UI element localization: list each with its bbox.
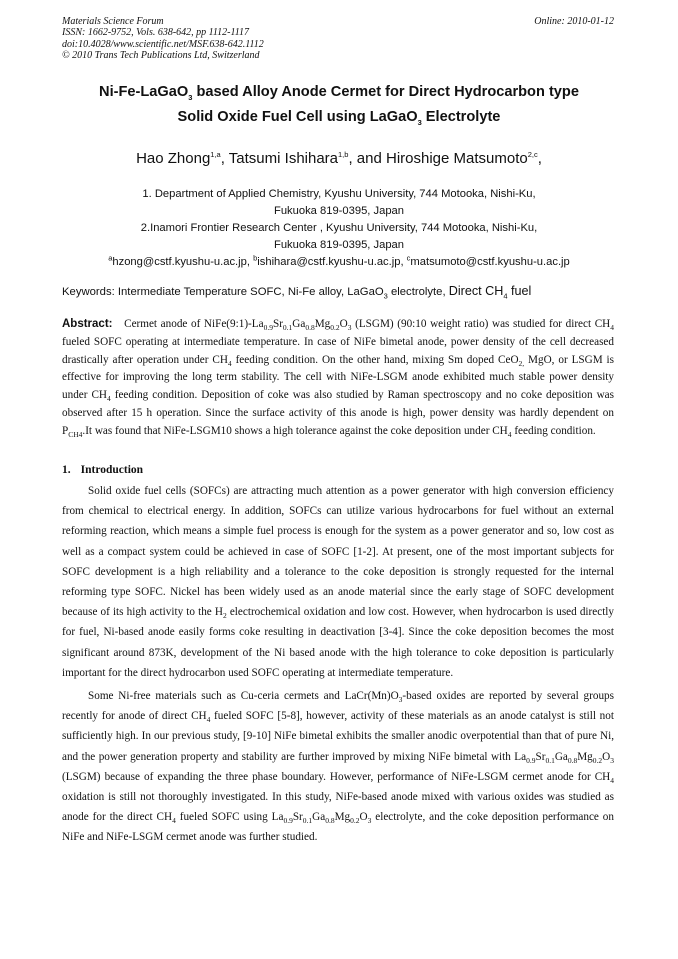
- affiliation-line: Fukuoka 819-0395, Japan: [274, 239, 404, 251]
- journal-copyright: © 2010 Trans Tech Publications Ltd, Switzerland: [62, 50, 260, 62]
- journal-name: Materials Science Forum: [62, 16, 164, 27]
- paper-title: [40, 80, 638, 130]
- affiliation-line: Fukuoka 819-0395, Japan: [274, 205, 404, 217]
- abstract: Abstract: Cermet anode of $NiFe(9:1)-La_{0.9}Sr_{0.1}Ga_{0.8}Mg_{0.2}O_3$ (LSGM) (90:10 weight ratio) was studied for direct $CH_4$ fueled SOFC operating at intermediate temperature. In case of NiFe bimetal anode, power density of the cell decreased drastically after operation under $CH_4$ feeding condition. On the other hand, mixing Sm doped CeO$_{2,}$ MgO, or LSGM is effective for improving the long term stability. The cell with NiFe-LSGM anode exhibited much stable power density under $CH_4$ feeding condition. Deposition of coke was also studied by Raman spectroscopy and no coke deposition was observed after 15 h operation. Since the surface activity of this anode is high, power density was hardly dependent on $P_{CH4}.It$ was found that NiFe-LSGM10 shows a high tolerance against the coke deposition under $CH_4$ feeding condition.: [62, 318, 615, 440]
- journal-doi: doi:10.4028/www.scientific.net/MSF.638-642.1112: [62, 38, 264, 50]
- paragraph: Some Ni-free materials such as Cu-ceria cermets and $LaCr(Mn)O_3$-based oxides are reported by several groups recently for anode of direct $CH_4$ fueled SOFC [5-8], however, activity of these materials as an anode catalyst is still not sufficiently high. In our previous study, [9-10] NiFe bimetal exhibits the smaller anodic overpotential than that of pure Ni, and the power generation property and stability are further improved by mixing NiFe bimetal with $La_{0.9}Sr_{0.1}Ga_{0.8}Mg_{0.2}O_3$ (LSGM) because of expanding the three phase boundary. However, performance of NiFe-LSGM cermet anode for $CH_4$ oxidation is still not thoroughly investigated. In this study, NiFe-based anode mixed with various oxides was studied as anode for the direct $CH_4$ fueled SOFC using $La_{0.9}Sr_{0.1}Ga_{0.8}Mg_{0.2}O_3$ electrolyte, and the coke deposition performance on NiFe and NiFe-LSGM cermet anode was further studied.: [62, 690, 614, 844]
- title-line-2: Solid Oxide Fuel Cell using LaGaO$_3$ Electrolyte: [177, 109, 501, 127]
- section-heading: 1. Introduction: [62, 464, 144, 476]
- keywords: Keywords: Intermediate Temperature SOFC, Ni-Fe alloy, LaGaO$_3$ electrolyte, Direct $CH_4$ fuel: [62, 284, 532, 301]
- author-emails: $^a$hzong@cstf.kyushu-u.ac.jp, $^b$ishihara@cstf.kyushu-u.ac.jp, $^c$matsumoto@cstf.kyushu-u.ac.jp: [108, 253, 570, 268]
- affiliation-line: 2.Inamori Frontier Research Center , Kyushu University, 744 Motooka, Nishi-Ku,: [140, 222, 538, 234]
- online-date: Online: 2010-01-12: [534, 16, 614, 27]
- abstract-label: Abstract:: [62, 318, 113, 330]
- journal-header: [62, 16, 264, 62]
- introduction-body: [62, 481, 614, 848]
- title-line-1: Ni-Fe-LaGaO$_3$ based Alloy Anode Cermet for Direct Hydrocarbon type: [99, 84, 579, 102]
- affiliation-line: 1. Department of Applied Chemistry, Kyushu University, 744 Motooka, Nishi-Ku,: [142, 188, 536, 200]
- author-list: Hao Zhong$^{1,a}$, Tatsumi Ishihara$^{1,b}$, and Hiroshige Matsumoto$^{2,c}$,: [136, 150, 542, 167]
- journal-issn: ISSN: 1662-9752, Vols. 638-642, pp 1112-1117: [62, 27, 250, 39]
- affiliations: [40, 186, 638, 271]
- paragraph: Solid oxide fuel cells (SOFCs) are attracting much attention as a power generator with high conversion efficiency from chemical to electrical energy. In addition, SOFCs can utilize various hydrocarbons for fuel without an external reforming reaction, which means a simple fuel process is enough for the system as a power generator and so, low cost as well as a compact system could be achieved in case of SOFC [1-2]. At present, one of the most important subjects for SOFC development is a high reliability and a tolerance to the coke deposition is strongly requested for the internal reforming type SOFC. Nickel has been widely used as an anode material since the early stage of SOFC development because of its high activity to the $H_2$ electrochemical oxidation and low cost. However, when hydrocarbon is used directly for fuel, Ni-based anode easily forms coke resulting in deactivation [3-4]. Since the coke deposition becomes the most significant around 873K, development of the Ni based anode with the high tolerance to coke deposition is particularly important for the direct hydrocarbon used SOFC operating at intermediate temperature.: [62, 485, 615, 679]
